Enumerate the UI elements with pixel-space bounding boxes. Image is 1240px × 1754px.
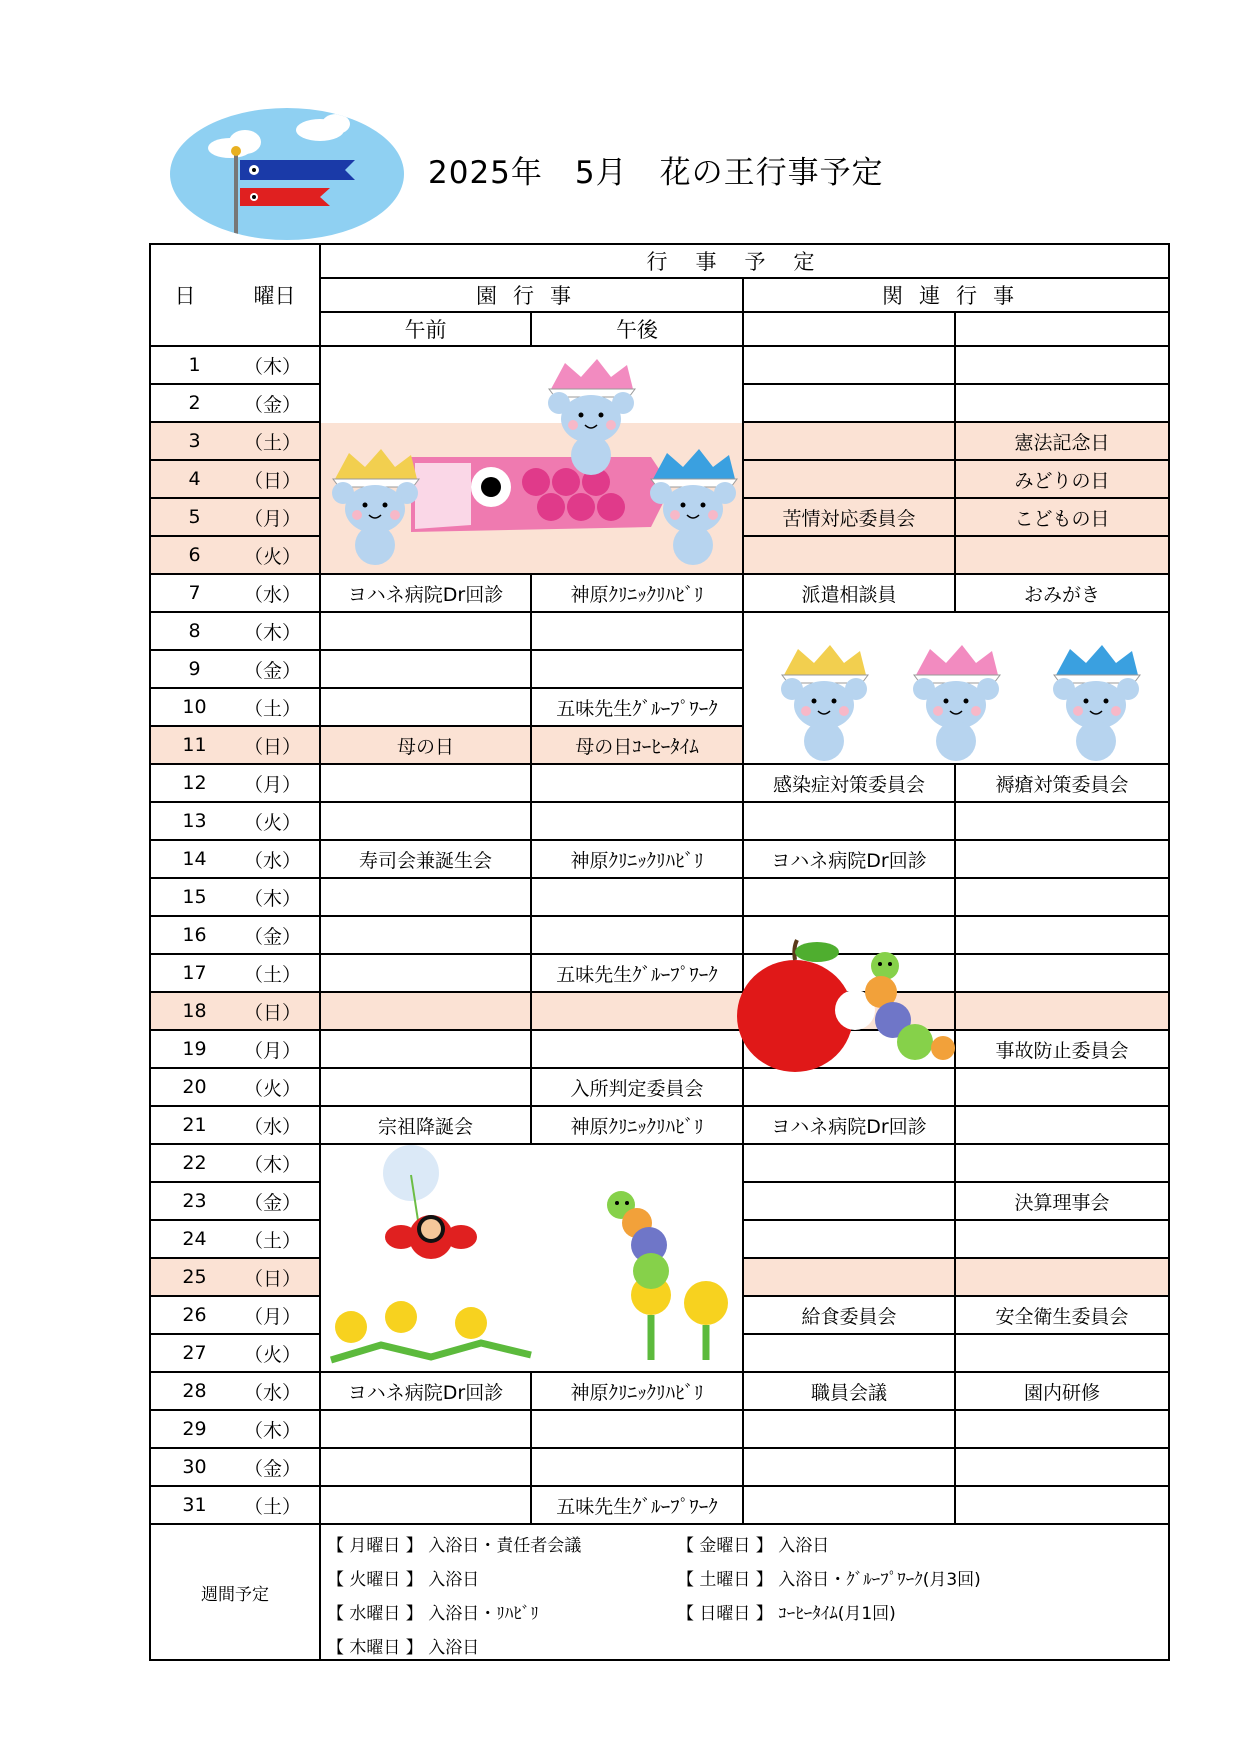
am-event-cell [320, 650, 531, 688]
related-col-2-header [955, 312, 1169, 346]
related-event-cell-2 [955, 1258, 1169, 1296]
schedule-row [150, 1448, 1169, 1486]
am-event-cell [320, 1486, 531, 1524]
weekly-item-sunday: 【 日曜日 】 ｺｰﾋｰﾀｲﾑ(月1回) [677, 1604, 896, 1624]
kabuto-mice-icon [743, 612, 1169, 764]
related-event-cell-2: みどりの日 [955, 460, 1169, 498]
pm-header: 午後 [531, 312, 743, 346]
am-event-cell: 寿司会兼誕生会 [320, 840, 531, 878]
related-event-cell-2: 園内研修 [955, 1372, 1169, 1410]
events-header: 行事予定 [320, 244, 1169, 278]
am-event-cell [320, 612, 531, 650]
day-cell: 23 [150, 1182, 238, 1220]
weekday-cell: （月） [238, 1296, 320, 1334]
related-event-cell-2 [955, 840, 1169, 878]
weekday-cell: （火） [238, 1068, 320, 1106]
weekday-cell: （木） [238, 346, 320, 384]
weekday-cell: （日） [238, 1258, 320, 1296]
am-event-cell [320, 1068, 531, 1106]
schedule-row [150, 1030, 1169, 1068]
related-event-cell: ヨハネ病院Dr回診 [743, 840, 955, 878]
weekday-cell: （水） [238, 574, 320, 612]
day-cell: 8 [150, 612, 238, 650]
weekday-cell: （木） [238, 1410, 320, 1448]
related-event-cell [743, 384, 955, 422]
day-cell: 21 [150, 1106, 238, 1144]
related-event-cell [743, 1448, 955, 1486]
day-cell: 30 [150, 1448, 238, 1486]
pm-event-cell [531, 764, 743, 802]
weekday-cell: （水） [238, 840, 320, 878]
weekly-label: 週間予定 [150, 1524, 320, 1660]
weekday-cell: （水） [238, 1372, 320, 1410]
day-cell: 22 [150, 1144, 238, 1182]
schedule-row [150, 954, 1169, 992]
related-event-cell: 派遣相談員 [743, 574, 955, 612]
day-cell: 5 [150, 498, 238, 536]
related-event-cell-2 [955, 1106, 1169, 1144]
day-cell: 3 [150, 422, 238, 460]
related-event-cell [743, 1486, 955, 1524]
page-title: 2025年 5月 花の王行事予定 [428, 155, 884, 191]
weekday-cell: （日） [238, 992, 320, 1030]
pm-event-cell [531, 612, 743, 650]
related-event-cell [743, 346, 955, 384]
related-event-cell: 感染症対策委員会 [743, 764, 955, 802]
weekday-cell: （火） [238, 802, 320, 840]
pm-event-cell [531, 992, 743, 1030]
related-event-cell-2 [955, 954, 1169, 992]
related-event-cell-2 [955, 878, 1169, 916]
koinobori-banner-icon [170, 108, 404, 240]
am-event-cell: ヨハネ病院Dr回診 [320, 574, 531, 612]
pm-event-cell [531, 878, 743, 916]
weekday-cell: （火） [238, 1334, 320, 1372]
schedule-row [150, 1144, 1169, 1182]
am-event-cell: ヨハネ病院Dr回診 [320, 1372, 531, 1410]
day-cell: 11 [150, 726, 238, 764]
pm-event-cell: 神原ｸﾘﾆｯｸﾘﾊﾋﾞﾘ [531, 840, 743, 878]
related-event-cell [743, 422, 955, 460]
weekly-item-monday: 【 月曜日 】 入浴日・責任者会議 [327, 1536, 582, 1556]
day-header: 日 [174, 284, 196, 308]
am-event-cell: 宗祖降誕会 [320, 1106, 531, 1144]
related-event-cell [743, 1410, 955, 1448]
day-cell: 29 [150, 1410, 238, 1448]
pm-event-cell [531, 802, 743, 840]
related-event-cell-2 [955, 916, 1169, 954]
day-cell: 17 [150, 954, 238, 992]
weekday-cell: （月） [238, 1030, 320, 1068]
weekly-item-tuesday: 【 火曜日 】 入浴日 [327, 1570, 480, 1590]
day-cell: 28 [150, 1372, 238, 1410]
related-event-cell-2 [955, 992, 1169, 1030]
weekday-cell: （金） [238, 916, 320, 954]
am-header: 午前 [320, 312, 531, 346]
am-event-cell [320, 992, 531, 1030]
day-cell: 6 [150, 536, 238, 574]
day-cell: 7 [150, 574, 238, 612]
related-event-cell-2 [955, 346, 1169, 384]
day-dow-header [150, 244, 320, 346]
schedule-row [150, 764, 1169, 802]
related-event-cell-2 [955, 1144, 1169, 1182]
related-event-cell-2 [955, 1410, 1169, 1448]
day-cell: 4 [150, 460, 238, 498]
day-cell: 24 [150, 1220, 238, 1258]
weekday-cell: （木） [238, 612, 320, 650]
weekday-cell: （日） [238, 726, 320, 764]
day-cell: 25 [150, 1258, 238, 1296]
schedule-row [150, 1106, 1169, 1144]
schedule-table [149, 243, 1170, 1661]
apple-caterpillar-icon [735, 930, 965, 1080]
related-event-cell: ヨハネ病院Dr回診 [743, 1106, 955, 1144]
related-event-cell [743, 1334, 955, 1372]
related-event-cell-2 [955, 1486, 1169, 1524]
related-event-cell [743, 878, 955, 916]
day-cell: 20 [150, 1068, 238, 1106]
related-event-cell [743, 536, 955, 574]
pm-event-cell: 五味先生ｸﾞﾙｰﾌﾟﾜｰｸ [531, 688, 743, 726]
weekly-item-thursday: 【 木曜日 】 入浴日 [327, 1638, 480, 1658]
schedule-row [150, 1068, 1169, 1106]
related-event-cell-2: 事故防止委員会 [955, 1030, 1169, 1068]
related-event-cell: 苦情対応委員会 [743, 498, 955, 536]
day-cell: 2 [150, 384, 238, 422]
related-event-cell [743, 1220, 955, 1258]
related-event-cell [743, 460, 955, 498]
weekday-cell: （月） [238, 764, 320, 802]
am-event-cell: 母の日 [320, 726, 531, 764]
am-event-cell [320, 1448, 531, 1486]
weekly-item-friday: 【 金曜日 】 入浴日 [677, 1536, 830, 1556]
weekday-cell: （土） [238, 954, 320, 992]
day-cell: 26 [150, 1296, 238, 1334]
am-event-cell [320, 954, 531, 992]
weekday-cell: （土） [238, 688, 320, 726]
am-event-cell [320, 916, 531, 954]
pm-event-cell [531, 916, 743, 954]
related-event-cell-2 [955, 536, 1169, 574]
weekday-cell: （日） [238, 460, 320, 498]
schedule-row [150, 1372, 1169, 1410]
day-cell: 15 [150, 878, 238, 916]
schedule-row [150, 1486, 1169, 1524]
am-event-cell [320, 802, 531, 840]
pm-event-cell: 五味先生ｸﾞﾙｰﾌﾟﾜｰｸ [531, 954, 743, 992]
weekday-cell: （月） [238, 498, 320, 536]
day-cell: 1 [150, 346, 238, 384]
weekly-item-wednesday: 【 水曜日 】 入浴日・ﾘﾊﾋﾞﾘ [327, 1604, 539, 1624]
day-cell: 27 [150, 1334, 238, 1372]
day-cell: 9 [150, 650, 238, 688]
related-event-cell-2: こどもの日 [955, 498, 1169, 536]
weekday-cell: （木） [238, 878, 320, 916]
related-events-header: 関連行事 [743, 278, 1169, 312]
am-event-cell [320, 688, 531, 726]
related-event-cell-2: 憲法記念日 [955, 422, 1169, 460]
pm-event-cell [531, 1030, 743, 1068]
pm-event-cell: 五味先生ｸﾞﾙｰﾌﾟﾜｰｸ [531, 1486, 743, 1524]
related-event-cell: 職員会議 [743, 1372, 955, 1410]
weekday-cell: （金） [238, 384, 320, 422]
schedule-row [150, 574, 1169, 612]
weekday-cell: （火） [238, 536, 320, 574]
ladybug-dandelion-icon [320, 1144, 743, 1372]
day-cell: 19 [150, 1030, 238, 1068]
related-event-cell-2: 褥瘡対策委員会 [955, 764, 1169, 802]
weekday-cell: （土） [238, 422, 320, 460]
day-cell: 13 [150, 802, 238, 840]
schedule-row [150, 878, 1169, 916]
pm-event-cell: 母の日ｺｰﾋｰﾀｲﾑ [531, 726, 743, 764]
koinobori-mice-icon [320, 346, 743, 574]
related-event-cell: 給食委員会 [743, 1296, 955, 1334]
related-event-cell-2: 決算理事会 [955, 1182, 1169, 1220]
am-event-cell [320, 878, 531, 916]
related-event-cell [743, 1182, 955, 1220]
schedule-row [150, 346, 1169, 384]
related-event-cell-2 [955, 384, 1169, 422]
weekday-cell: （土） [238, 1220, 320, 1258]
weekly-schedule [320, 1524, 1169, 1660]
am-event-cell [320, 1410, 531, 1448]
weekday-cell: （金） [238, 650, 320, 688]
related-event-cell-2 [955, 1334, 1169, 1372]
related-event-cell [743, 802, 955, 840]
am-event-cell [320, 764, 531, 802]
related-event-cell-2 [955, 1068, 1169, 1106]
schedule-row [150, 992, 1169, 1030]
pm-event-cell [531, 1448, 743, 1486]
dow-header: 曜日 [253, 284, 296, 308]
schedule-row [150, 612, 1169, 650]
weekly-item-saturday: 【 土曜日 】 入浴日・ｸﾞﾙｰﾌﾟﾜｰｸ(月3回) [677, 1570, 981, 1590]
day-cell: 16 [150, 916, 238, 954]
pm-event-cell [531, 650, 743, 688]
day-cell: 14 [150, 840, 238, 878]
related-event-cell [743, 1144, 955, 1182]
schedule-row [150, 802, 1169, 840]
schedule-row [150, 840, 1169, 878]
schedule-row [150, 916, 1169, 954]
related-event-cell [743, 1258, 955, 1296]
related-event-cell-2: 安全衛生委員会 [955, 1296, 1169, 1334]
related-event-cell-2 [955, 1448, 1169, 1486]
related-event-cell-2 [955, 1220, 1169, 1258]
weekday-cell: （木） [238, 1144, 320, 1182]
weekday-cell: （水） [238, 1106, 320, 1144]
pm-event-cell: 神原ｸﾘﾆｯｸﾘﾊﾋﾞﾘ [531, 574, 743, 612]
pm-event-cell: 入所判定委員会 [531, 1068, 743, 1106]
day-cell: 31 [150, 1486, 238, 1524]
am-event-cell [320, 1030, 531, 1068]
related-event-cell-2 [955, 802, 1169, 840]
weekday-cell: （金） [238, 1448, 320, 1486]
weekday-cell: （金） [238, 1182, 320, 1220]
day-cell: 18 [150, 992, 238, 1030]
day-cell: 10 [150, 688, 238, 726]
weekday-cell: （土） [238, 1486, 320, 1524]
related-col-1-header [743, 312, 955, 346]
pm-event-cell: 神原ｸﾘﾆｯｸﾘﾊﾋﾞﾘ [531, 1106, 743, 1144]
pm-event-cell: 神原ｸﾘﾆｯｸﾘﾊﾋﾞﾘ [531, 1372, 743, 1410]
related-event-cell-2: おみがき [955, 574, 1169, 612]
schedule-row [150, 1410, 1169, 1448]
day-cell: 12 [150, 764, 238, 802]
garden-events-header: 園行事 [320, 278, 743, 312]
pm-event-cell [531, 1410, 743, 1448]
